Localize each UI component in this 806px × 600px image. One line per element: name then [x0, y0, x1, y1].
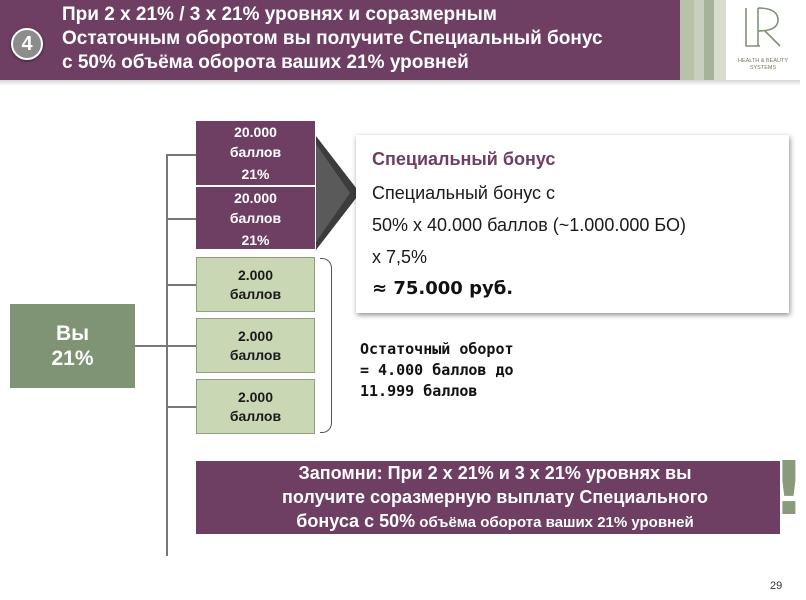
- level-unit: баллов: [229, 346, 282, 363]
- step-badge: 4: [11, 28, 43, 60]
- arrow-right-icon: [316, 136, 360, 250]
- header-shadow: [0, 80, 800, 86]
- header-stripe: [704, 0, 714, 80]
- residual-line-2: = 4.000 баллов до: [360, 361, 514, 379]
- level-box-small: [196, 379, 315, 434]
- level-unit: баллов: [229, 285, 282, 302]
- bonus-line-1: Специальный бонус с: [372, 183, 556, 203]
- level-percent: 21%: [241, 232, 270, 248]
- exclamation-icon: !: [772, 446, 806, 532]
- special-bonus-panel: [356, 135, 789, 313]
- tree-branch-line: [166, 406, 196, 408]
- level-unit: баллов: [229, 144, 282, 160]
- page-title: [62, 3, 677, 75]
- level-points: 2.000: [237, 327, 274, 344]
- title-line-1: При 2 х 21% / 3 х 21% уровнях и соразмерным: [62, 4, 497, 25]
- level-points: 20.000: [234, 124, 277, 140]
- logo-tagline-line-1: HEALTH & BEAUTY: [737, 58, 789, 64]
- level-points: 20.000: [234, 190, 277, 206]
- level-box-small: [196, 257, 315, 312]
- bonus-line-2: 50% х 40.000 баллов (~1.000.000 БО): [372, 215, 686, 235]
- tree-root-connector: [135, 345, 167, 347]
- you-label: Вы: [55, 322, 90, 345]
- level-unit: баллов: [229, 407, 282, 424]
- title-line-2: Остаточным оборотом вы получите Специальный бонус: [62, 28, 603, 49]
- tree-branch-line: [166, 345, 196, 347]
- lr-logo: [726, 0, 800, 80]
- residual-bracket: [320, 258, 332, 433]
- remember-line-3-big: бонуса с 50%: [296, 511, 416, 531]
- remember-line-3: [210, 509, 780, 535]
- you-box: [10, 304, 135, 388]
- remember-line-3-small: объёма оборота ваших 21% уровней: [415, 514, 694, 531]
- remember-banner: [196, 461, 780, 534]
- remember-line-1: Запомни: При 2 х 21% и 3 х 21% уровнях вы: [298, 463, 692, 483]
- bonus-line-3: х 7,5%: [372, 247, 428, 267]
- level-points: 2.000: [237, 388, 274, 405]
- tree-branch-line: [166, 154, 196, 156]
- header-stripe: [680, 0, 694, 80]
- header-stripe: [714, 0, 726, 80]
- residual-line-1: Остаточный оборот: [360, 340, 514, 358]
- level-percent: 21%: [241, 166, 270, 182]
- tree-trunk-line: [166, 154, 168, 556]
- level-box-small: [196, 318, 315, 373]
- remember-text: [210, 461, 780, 535]
- level-box-21: [196, 121, 315, 185]
- logo-tagline-line-2: SYSTEMS: [749, 65, 777, 71]
- lr-logo-mark-icon: [738, 4, 788, 56]
- tree-branch-line: [166, 218, 196, 220]
- residual-line-3: 11.999 баллов: [360, 382, 478, 400]
- remember-line-2: получите соразмерную выплату Специального: [282, 487, 708, 507]
- level-points: 2.000: [237, 266, 274, 283]
- you-percent: 21%: [51, 347, 94, 370]
- title-line-3: с 50% объёма оборота ваших 21% уровней: [62, 52, 469, 73]
- residual-turnover-text: [360, 339, 514, 402]
- page-number: 29: [770, 580, 783, 592]
- tree-branch-line: [166, 284, 196, 286]
- level-unit: баллов: [229, 210, 282, 226]
- bonus-title: Специальный бонус: [372, 149, 556, 169]
- logo-tagline: [726, 58, 800, 72]
- level-box-21: [196, 187, 315, 249]
- header-stripe: [694, 0, 704, 80]
- bonus-result: ≈ 75.000 руб.: [372, 278, 514, 299]
